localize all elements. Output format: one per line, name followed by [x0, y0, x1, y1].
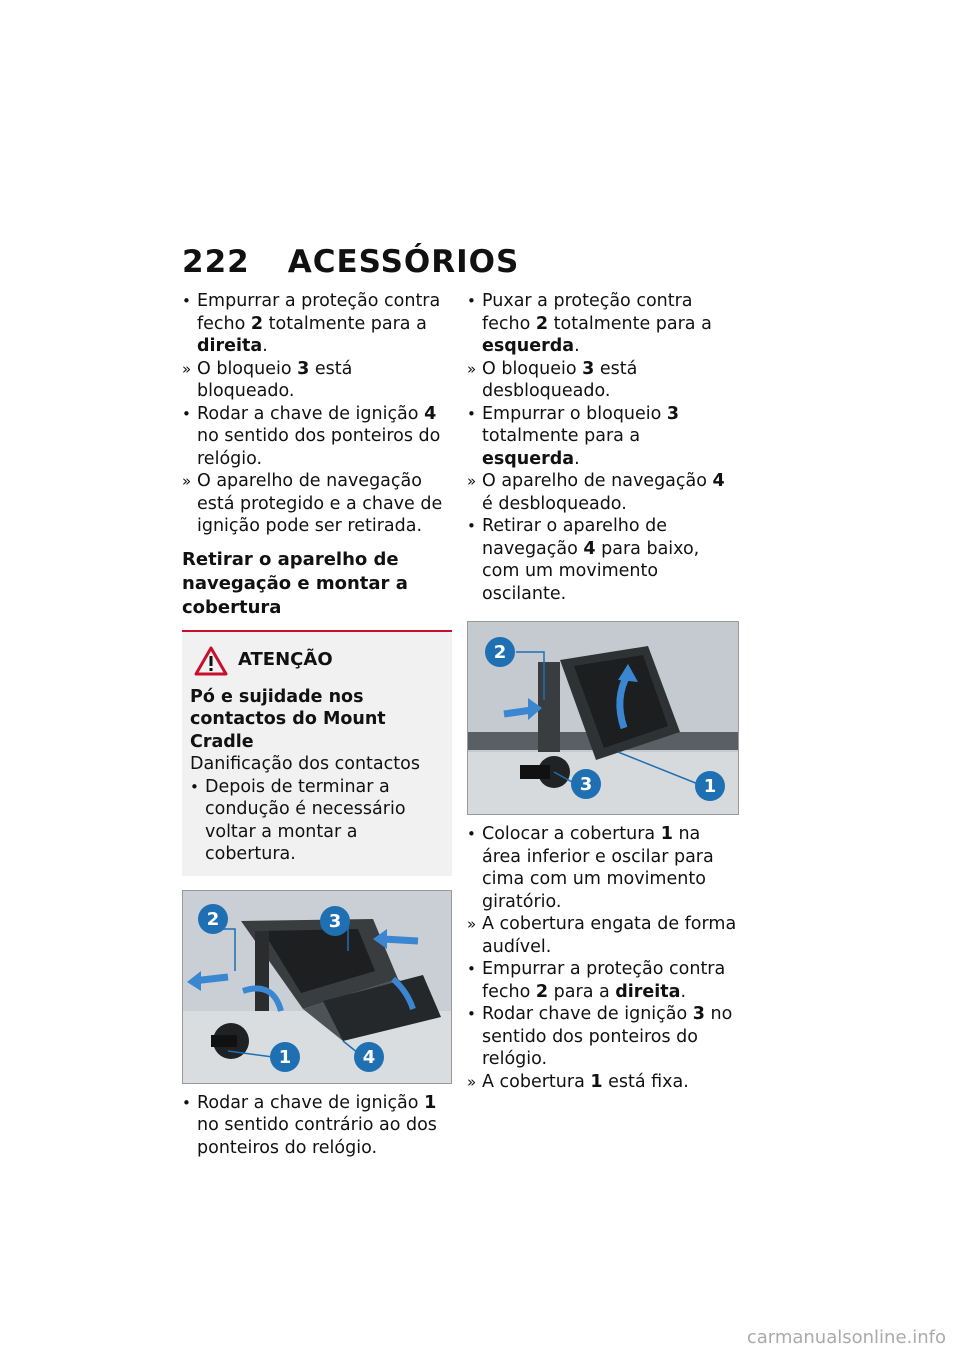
page-number: 222: [182, 244, 250, 280]
left-column: [182, 290, 452, 1159]
step-text: O aparelho de navegação está protegido e a chave de ignição pode ser retirada.: [197, 471, 443, 536]
bullet-marker: •: [182, 292, 191, 310]
bullet-marker: •: [467, 292, 476, 310]
warning-title-text: ATENÇÃO: [238, 649, 333, 671]
step-text: Empurrar o bloqueio 3 totalmente para a esquerda.: [482, 403, 680, 469]
action-item: [467, 290, 737, 358]
result-item: [467, 913, 737, 958]
figure-callout-1-label: 1: [278, 1046, 292, 1068]
bullet-marker: •: [467, 404, 476, 423]
warning-box: [182, 630, 452, 876]
left-steps-top: [182, 290, 452, 538]
step-text: O bloqueio 3 está bloqueado.: [197, 358, 353, 401]
step-text: Retirar o aparelho de navegação 4 para baixo, com um movimento oscilante.: [482, 516, 700, 604]
section-heading: Retirar o aparelho de navegação e montar a cobertura: [182, 548, 408, 618]
step-text: Rodar a chave de ignição 1 no sentido contrário ao dos ponteiros do relógio.: [197, 1092, 437, 1158]
warning-triangle-icon: [194, 646, 228, 676]
figure2-callout-3-label: 3: [579, 774, 593, 795]
figure-device-removal: [467, 621, 739, 815]
figure-callout-2-label: 2: [206, 908, 220, 930]
action-item: [467, 403, 737, 471]
result-marker: »: [467, 472, 477, 490]
right-steps-top: [467, 290, 737, 605]
result-item: [467, 358, 737, 403]
step-text: A cobertura engata de forma audível.: [482, 914, 737, 957]
action-item: [467, 823, 737, 913]
warning-remedy-text: Depois de terminar a condução é necessário voltar a montar a cobertura.: [205, 776, 406, 864]
warning-consequence: Danificação dos contactos: [190, 754, 420, 774]
bullet-marker: •: [467, 960, 476, 978]
step-text: Puxar a proteção contra fecho 2 totalmente para a esquerda.: [482, 291, 712, 356]
result-marker: »: [467, 915, 477, 933]
step-text: A cobertura 1 está fixa.: [482, 1071, 689, 1092]
step-text: Empurrar a proteção contra fecho 2 totalmente para a direita.: [197, 291, 441, 356]
bullet-marker: •: [182, 404, 191, 423]
step-text: Rodar chave de ignição 3 no sentido dos ponteiros do relógio.: [482, 1004, 733, 1069]
result-item: [182, 470, 452, 538]
step-text: Colocar a cobertura 1 na área inferior e oscilar para cima com um movimento giratório.: [482, 824, 714, 912]
right-column: [467, 290, 737, 1093]
action-item: [467, 515, 737, 605]
bullet-marker: •: [467, 517, 476, 535]
left-steps-bottom: [182, 1092, 452, 1160]
result-marker: »: [467, 359, 477, 378]
step-text: Empurrar a proteção contra fecho 2 para a direita.: [482, 959, 726, 1002]
action-item: [182, 290, 452, 358]
action-item: [467, 1003, 737, 1071]
bullet-marker: •: [182, 1093, 191, 1112]
result-item: [182, 358, 452, 403]
result-marker: »: [467, 1072, 477, 1091]
figure-callout-3-label: 3: [328, 910, 342, 932]
figure-cover-removal: [182, 890, 452, 1084]
figure2-callout-2-label: 2: [493, 642, 507, 663]
bullet-marker: •: [467, 825, 476, 843]
page-title: ACESSÓRIOS: [287, 244, 520, 280]
step-text: O aparelho de navegação 4 é desbloqueado.: [482, 471, 725, 514]
watermark: carmanualsonline.info: [746, 1327, 946, 1348]
figure2-callout-1-label: 1: [703, 776, 717, 797]
action-item: [182, 1092, 452, 1160]
result-item: [467, 470, 737, 515]
step-text: O bloqueio 3 está desbloqueado.: [482, 358, 638, 401]
bullet-marker: •: [190, 777, 199, 796]
warning-subtitle: Pó e sujidade nos contactos do Mount Cradle: [190, 686, 386, 752]
page-header: [182, 244, 519, 280]
warning-title: [194, 646, 444, 676]
result-marker: »: [182, 359, 192, 378]
figure-callout-4-label: 4: [362, 1046, 376, 1068]
warning-remedy: [190, 776, 444, 866]
result-marker: »: [182, 472, 192, 490]
result-item: [467, 1071, 737, 1094]
step-text: Rodar a chave de ignição 4 no sentido dos ponteiros do relógio.: [197, 403, 441, 469]
action-item: [467, 958, 737, 1003]
bullet-marker: •: [467, 1005, 476, 1023]
action-item: [182, 403, 452, 471]
right-steps-bottom: [467, 823, 737, 1093]
